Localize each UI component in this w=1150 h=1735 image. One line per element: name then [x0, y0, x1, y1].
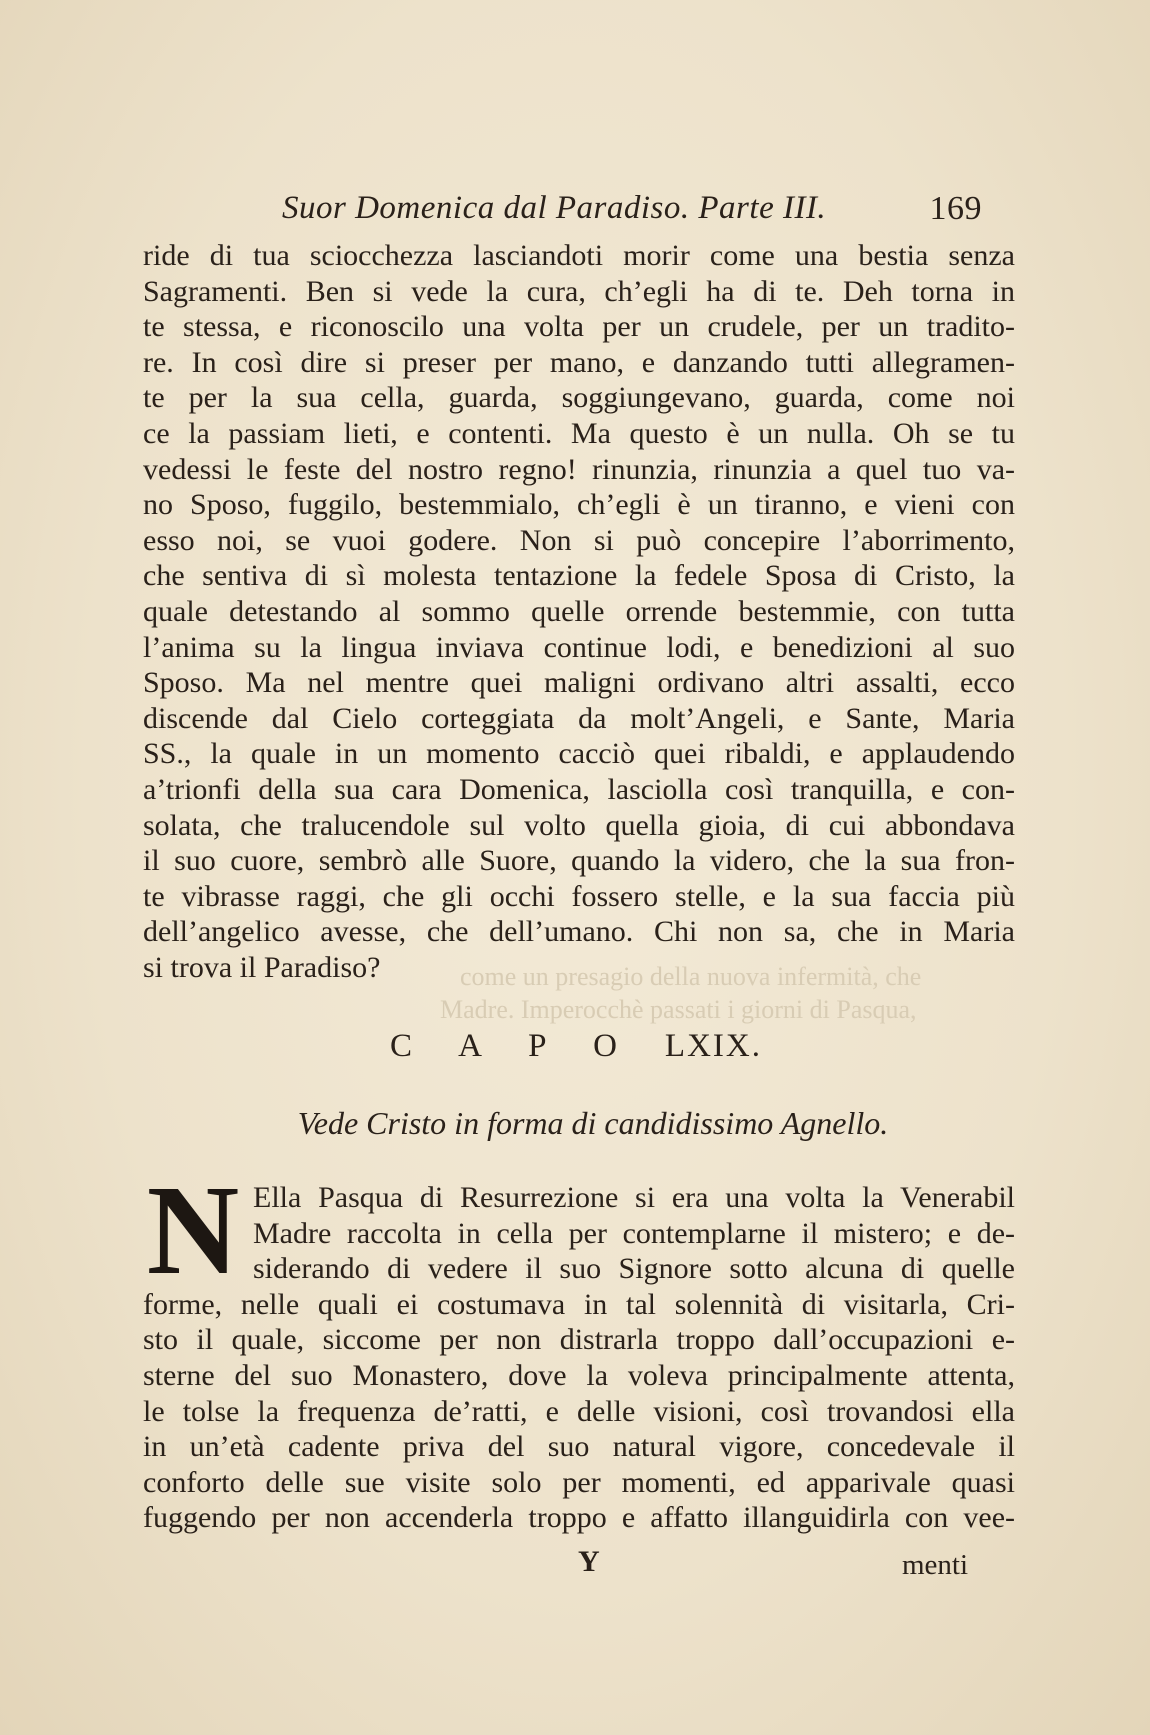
- text-line: siderando di vedere il suo Signore sotto alcuna di quelle: [253, 1252, 1015, 1286]
- text-line: a’trionfi della sua cara Domenica, lasciolla così tranquilla, e con-: [143, 773, 1015, 806]
- text-line: sto il quale, siccome per non distrarla troppo dall’occupazioni e-: [143, 1323, 1015, 1357]
- text-line: solata, che tralucendole sul volto quella gioia, di cui abbondava: [143, 808, 1015, 842]
- text-line: dell’angelico avesse, che dell’umano. Chi non sa, che in Maria: [143, 915, 1015, 949]
- text-line: si trova il Paradiso?: [143, 951, 381, 984]
- text-line: l’anima su la lingua inviava continue lodi, e benedizioni al suo: [143, 630, 1015, 664]
- page-number: 169: [929, 190, 982, 227]
- text-line: sterne del suo Monastero, dove la voleva principalmente attenta,: [143, 1359, 1015, 1392]
- text-line: discende dal Cielo corteggiata da molt’Angeli, e Sante, Maria: [143, 701, 1015, 735]
- text-line: fuggendo per non accenderla troppo e affatto illanguidirla con vee-: [143, 1501, 1015, 1535]
- text-line: re. In così dire si preser per mano, e danzando tutti allegramen-: [143, 345, 1015, 379]
- signature-mark: Y: [578, 1545, 600, 1578]
- text-line: Madre raccolta in cella per contemplarne il mistero; e de-: [253, 1216, 1015, 1250]
- running-title: Suor Domenica dal Paradiso. Parte III.: [282, 190, 827, 226]
- text-line: SS., la quale in un momento cacciò quei ribaldi, e applaudendo: [143, 737, 1015, 771]
- text-line: vedessi le feste del nostro regno! rinunzia, rinunzia a quel tuo va-: [143, 452, 1015, 486]
- catchword: menti: [902, 1549, 969, 1581]
- show-through-text: Madre. Imperocchè passati i giorni di Pasqua,: [440, 995, 917, 1024]
- chapter-subtitle: Vede Cristo in forma di candidissimo Agnello.: [297, 1105, 889, 1141]
- text-line: ce la passiam lieti, e contenti. Ma questo è un nulla. Oh se tu: [143, 417, 1015, 450]
- text-line: le tolse la frequenza de’ratti, e delle visioni, così trovandosi ella: [143, 1394, 1015, 1428]
- text-line: ride di tua sciocchezza lasciandoti morir come una bestia senza: [143, 239, 1015, 272]
- text-line: Ella Pasqua di Resurrezione si era una volta la Venerabil: [253, 1181, 1015, 1214]
- text-line: te per la sua cella, guarda, soggiungevano, guarda, come noi: [143, 381, 1015, 415]
- show-through-text: come un presagio della nuova infermità, che: [460, 962, 922, 991]
- chapter-heading: C A P O LXIX.: [390, 1028, 762, 1064]
- text-line: il suo cuore, sembrò alle Suore, quando la videro, che la sua fron-: [143, 844, 1015, 878]
- text-line: quale detestando al sommo quelle orrende bestemmie, con tutta: [143, 595, 1015, 628]
- drop-cap: N: [146, 1159, 240, 1301]
- text-line: no Sposo, fuggilo, bestemmialo, ch’egli è un tiranno, e vieni con: [143, 488, 1015, 522]
- running-head: [282, 190, 982, 230]
- text-line: te vibrasse raggi, che gli occhi fossero stelle, e la sua faccia più: [143, 879, 1015, 913]
- text-line: in un’età cadente priva del suo natural vigore, concedevale il: [143, 1430, 1015, 1464]
- text-line: te stessa, e riconoscilo una volta per un crudele, per un tradito-: [143, 310, 1015, 344]
- text-line: Sposo. Ma nel mentre quei maligni ordivano altri assalti, ecco: [143, 666, 1015, 700]
- text-line: forme, nelle quali ei costumava in tal solennità di visitarla, Cri-: [143, 1287, 1015, 1321]
- text-line: che sentiva di sì molesta tentazione la fedele Sposa di Cristo, la: [143, 559, 1015, 593]
- text-line: conforto delle sue visite solo per momenti, ed apparivale quasi: [143, 1465, 1015, 1499]
- text-line: Sagramenti. Ben si vede la cura, ch’egli ha di te. Deh torna in: [143, 274, 1015, 308]
- text-line: esso noi, se vuoi godere. Non si può concepire l’aborrimento,: [143, 523, 1015, 557]
